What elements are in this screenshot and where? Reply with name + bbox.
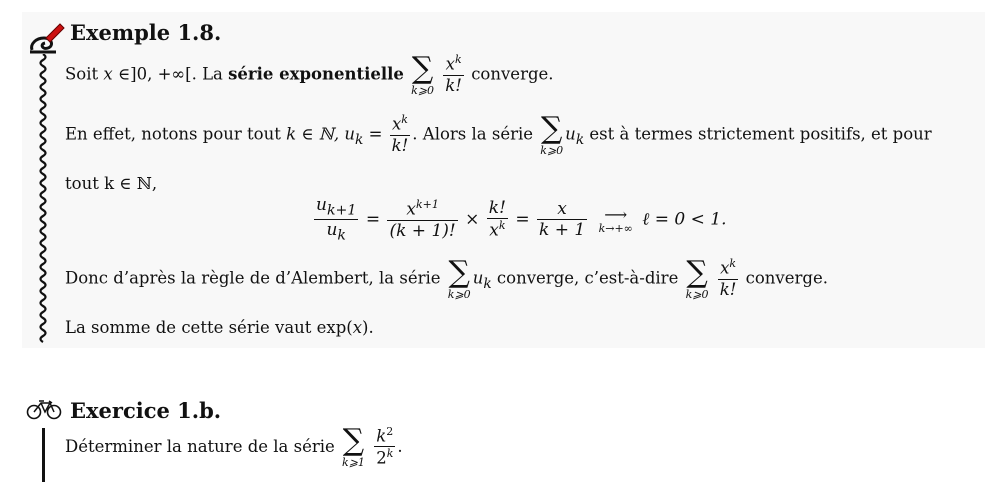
example-title: Exemple 1.8.	[70, 20, 222, 45]
sub: k	[483, 275, 492, 292]
sum-symbol: ∑ k⩾0	[411, 51, 435, 97]
fraction: $\frac{x^k}{k!}$	[719, 257, 737, 299]
sub: k	[354, 131, 364, 148]
var-u: u	[472, 268, 484, 288]
exercise-title: Exercice 1.b.	[70, 398, 222, 423]
snail-logo-icon	[26, 20, 66, 58]
math: k ∈ ℕ, u	[286, 124, 355, 144]
example-line-1	[65, 51, 554, 97]
example-line-3: tout k ∈ ℕ,	[65, 174, 158, 193]
display-equation: $\frac{u_{k+1}}{u_k}$ = $\frac{x^{k+1}}{(k + 1)!}$ × $\frac{k!}{x^k}$ = $\frac{x}{k + 1}$ ⟶ k→+∞ ℓ = 0 < 1.	[316, 195, 727, 244]
wavy-rail-icon	[36, 54, 50, 346]
exercise-line-1: Déterminer la nature de la série ∑ k⩾1 $\frac{k^2}{2^k}$ .	[65, 423, 403, 470]
text: converge.	[740, 268, 828, 288]
text: En effet, notons pour tout	[65, 124, 287, 144]
example-block	[22, 12, 985, 348]
text: Donc d’après la règle de d’Alembert, la série	[65, 268, 446, 288]
text: est à termes strictement positifs, et pour	[584, 124, 932, 144]
sum-symbol: ∑ k⩾0	[685, 255, 709, 301]
example-line-2	[65, 111, 932, 157]
fraction: $\frac{k^2}{2^k}$	[376, 425, 394, 468]
text: . Alors la série	[412, 124, 539, 144]
sum-symbol: ∑ k⩾0	[540, 111, 564, 157]
text: Soit	[65, 64, 104, 84]
sum-symbol: ∑ k⩾0	[447, 255, 471, 301]
sum-symbol: ∑ k⩾1	[342, 423, 365, 470]
bicycle-icon	[26, 398, 62, 420]
var-u: u	[565, 124, 576, 144]
example-line-4	[65, 255, 828, 301]
var-x: x	[103, 64, 113, 84]
text: ∈]0, +∞[. La	[112, 64, 229, 84]
example-line-5: La somme de cette série vaut exp(x).	[65, 318, 374, 337]
sub: k	[575, 131, 585, 148]
exercise-block	[22, 388, 985, 488]
text: converge, c’est-à-dire	[491, 268, 684, 288]
exercise-rail	[42, 428, 45, 482]
bold-term: série exponentielle	[228, 64, 404, 84]
text: converge.	[471, 64, 554, 84]
text: =	[363, 124, 388, 144]
fraction: $\frac{x^k}{k!}$	[391, 113, 409, 155]
fraction: $\frac{x^k}{k!}$	[445, 53, 462, 95]
